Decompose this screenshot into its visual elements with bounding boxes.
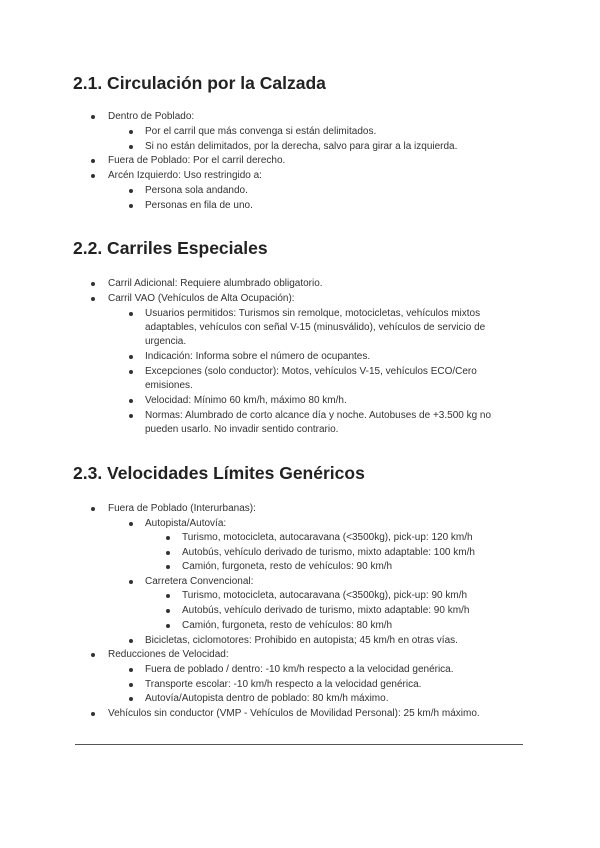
bullet bbox=[91, 282, 95, 286]
bullet bbox=[91, 297, 95, 301]
bullet bbox=[129, 522, 133, 526]
list-item: Autovía/Autopista dentro de poblado: 80 km/h máximo. bbox=[145, 693, 389, 704]
bullet bbox=[129, 580, 133, 584]
bullet bbox=[129, 189, 133, 193]
bullet bbox=[129, 355, 133, 359]
list-item: Fuera de Poblado: Por el carril derecho. bbox=[108, 155, 286, 166]
list-item: Dentro de Poblado: bbox=[108, 111, 195, 122]
bullet bbox=[129, 697, 133, 701]
bullet bbox=[129, 370, 133, 374]
list-item: Autobús, vehículo derivado de turismo, mixto adaptable: 100 km/h bbox=[182, 547, 475, 558]
list-item: Fuera de Poblado (Interurbanas): bbox=[108, 503, 256, 514]
list-item: Indicación: Informa sobre el número de ocupantes. bbox=[145, 351, 371, 362]
bullet bbox=[91, 712, 95, 716]
bullet bbox=[129, 668, 133, 672]
bullet bbox=[166, 565, 170, 569]
list-item: Personas en fila de uno. bbox=[145, 200, 253, 211]
list-item: Camión, furgoneta, resto de vehículos: 80 km/h bbox=[182, 620, 393, 631]
heading-2-2: 2.2. Carriles Especiales bbox=[73, 238, 268, 258]
list-item: Vehículos sin conductor (VMP - Vehículos de Movilidad Personal): 25 km/h máximo. bbox=[108, 708, 480, 719]
bullet bbox=[91, 159, 95, 163]
bullet bbox=[166, 624, 170, 628]
list-item: Fuera de poblado / dentro: -10 km/h respecto a la velocidad genérica. bbox=[145, 664, 454, 675]
list-item: Por el carril que más convenga si están delimitados. bbox=[145, 126, 377, 137]
list-item: Transporte escolar: -10 km/h respecto a la velocidad genérica. bbox=[145, 679, 422, 690]
bullet bbox=[91, 174, 95, 178]
heading-2-3: 2.3. Velocidades Límites Genéricos bbox=[73, 463, 365, 483]
bullet bbox=[166, 551, 170, 555]
list-item: Carril VAO (Vehículos de Alta Ocupación): bbox=[108, 293, 295, 304]
list-item: Camión, furgoneta, resto de vehículos: 90 km/h bbox=[182, 561, 393, 572]
bullet bbox=[91, 653, 95, 657]
list-item: Carril Adicional: Requiere alumbrado obligatorio. bbox=[108, 278, 323, 289]
horizontal-divider bbox=[75, 744, 523, 745]
bullet bbox=[129, 204, 133, 208]
bullet bbox=[91, 507, 95, 511]
list-item: Si no están delimitados, por la derecha, salvo para girar a la izquierda. bbox=[145, 141, 458, 152]
list-item: Reducciones de Velocidad: bbox=[108, 649, 229, 660]
list-item: Persona sola andando. bbox=[145, 185, 248, 196]
list-item: Autobús, vehículo derivado de turismo, mixto adaptable: 90 km/h bbox=[182, 605, 470, 616]
list-item: Normas: Alumbrado de corto alcance día y noche. Autobuses de +3.500 kg no pueden usarlo. No invadir sentido contrario. bbox=[145, 410, 492, 435]
bullet bbox=[129, 414, 133, 418]
list-item: Velocidad: Mínimo 60 km/h, máximo 80 km/h. bbox=[145, 395, 347, 406]
list-item: Excepciones (solo conductor): Motos, vehículos V-15, vehículos ECO/Cero emisiones. bbox=[145, 366, 477, 391]
bullet bbox=[166, 609, 170, 613]
list-item: Autopista/Autovía: bbox=[145, 518, 227, 529]
list-item: Usuarios permitidos: Turismos sin remolque, motocicletas, vehículos mixtos adaptables, vehículos con señal V-15 (minusválido), vehículos de servicio de urgencia. bbox=[145, 308, 486, 347]
heading-2-1: 2.1. Circulación por la Calzada bbox=[73, 73, 326, 93]
bullet bbox=[166, 594, 170, 598]
list-item: Turismo, motocicleta, autocaravana (<3500kg), pick-up: 120 km/h bbox=[182, 532, 473, 543]
bullet bbox=[129, 399, 133, 403]
bullet bbox=[91, 115, 95, 119]
bullet bbox=[129, 312, 133, 316]
bullet bbox=[166, 536, 170, 540]
list-item: Carretera Convencional: bbox=[145, 576, 254, 587]
bullet bbox=[129, 130, 133, 134]
list-item: Arcén Izquierdo: Uso restringido a: bbox=[108, 170, 262, 181]
bullet bbox=[129, 145, 133, 149]
bullet bbox=[129, 639, 133, 643]
list-item: Turismo, motocicleta, autocaravana (<3500kg), pick-up: 90 km/h bbox=[182, 590, 468, 601]
list-item: Bicicletas, ciclomotores: Prohibido en autopista; 45 km/h en otras vías. bbox=[145, 635, 458, 646]
bullet bbox=[129, 683, 133, 687]
